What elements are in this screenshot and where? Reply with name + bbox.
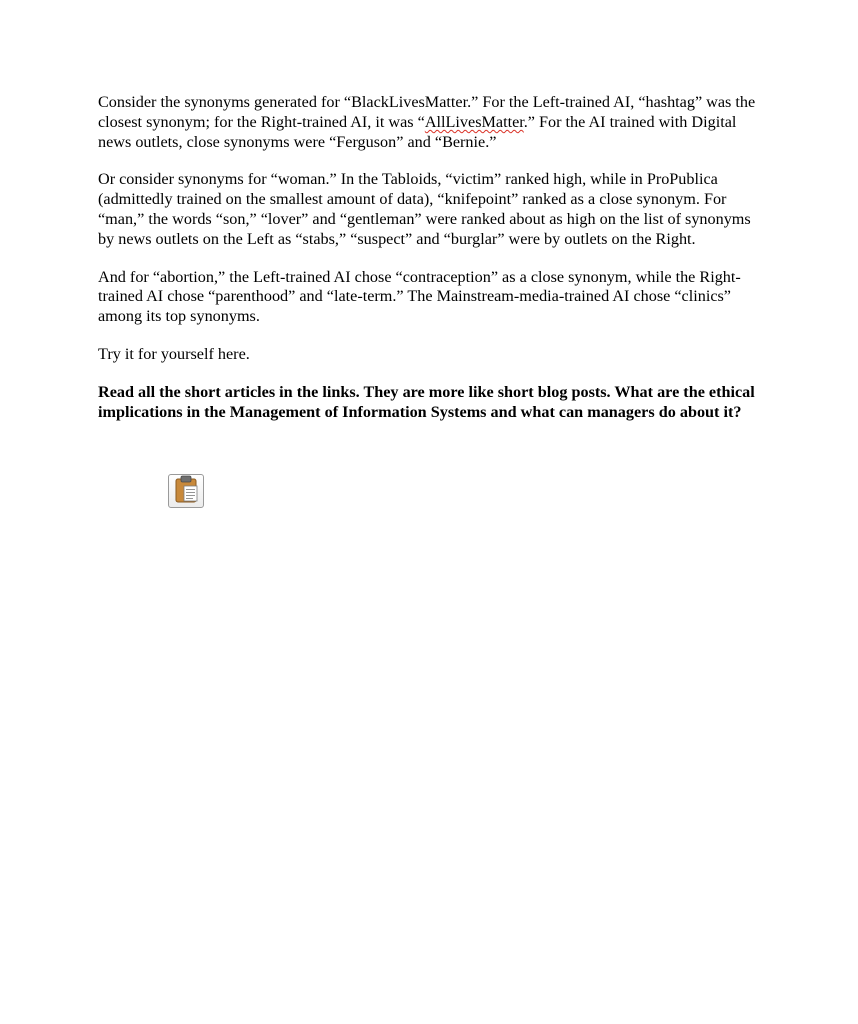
paragraph-try-it[interactable]: Try it for yourself here.	[98, 344, 250, 363]
paste-options-button[interactable]	[168, 474, 204, 508]
paragraph-blacklivesmatter[interactable]	[98, 93, 762, 152]
document-page	[98, 93, 762, 440]
paragraph-abortion[interactable]: And for “abortion,” the Left-trained AI chose “contraception” as a close synonym, while the Right-trained AI chose “parenthood” and “late-term.” The Mainstream-media-trained AI chose “clinics” among its top synonyms.	[98, 267, 741, 326]
paragraph-text: Consider the synonyms generated for “BlackLivesMatter.” For the Left-trained AI, “hashtag” was the closest synonym; for the Right-trained AI, it was “	[98, 93, 756, 131]
misspelled-word[interactable]: AllLivesMatter	[424, 112, 524, 131]
paragraph-text: .” For the AI trained with Digital news outlets, close synonyms were “Ferguson” and “Bernie.”	[98, 112, 737, 151]
paragraph-question[interactable]: Read all the short articles in the links. They are more like short blog posts. What are the ethical implications in the Management of Information Systems and what can managers do about it?	[98, 382, 755, 421]
clipboard-icon	[173, 475, 199, 508]
paragraph-woman[interactable]: Or consider synonyms for “woman.” In the Tabloids, “victim” ranked high, while in ProPublica (admittedly trained on the smallest amount of data), “knifepoint” ranked as a close synonym. For “man,” the words “son,” “lover” and “gentleman” were ranked about as high on the list of synonyms by news outlets on the Left as “stabs,” “suspect” and “burglar” were by outlets on the Right.	[98, 170, 751, 248]
